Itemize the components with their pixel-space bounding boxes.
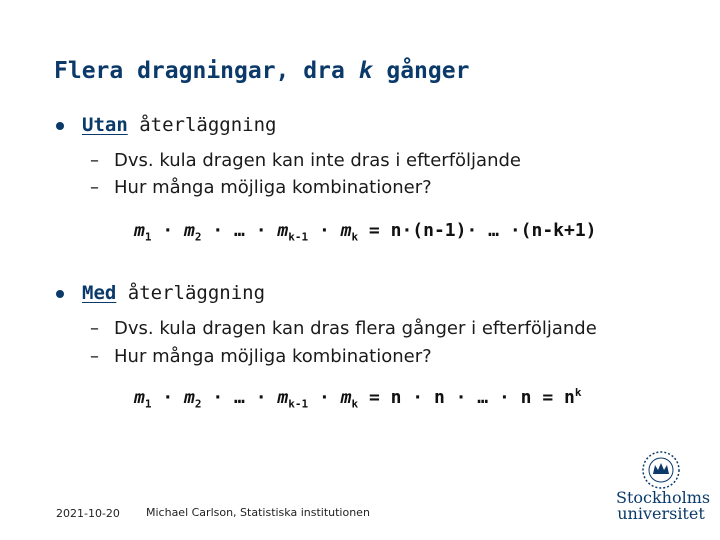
bullet-med: Med återläggning	[82, 282, 266, 304]
sub-bullet: – Hur många möjliga kombinationer?	[90, 346, 432, 367]
formula-without-replacement: $m_1 \cdot m_2$ · … · $m_{k-1} \cdot m_k = n\cdot(n-1)\cdot$ … ·(n-k+1)	[134, 220, 597, 244]
bullet-icon	[56, 290, 64, 298]
crown-seal-icon	[639, 450, 683, 490]
bullet-utan: Utan återläggning	[82, 114, 277, 136]
footer-author: Michael Carlson, Statistiska institutionen	[146, 506, 370, 519]
formula-with-replacement: $m_1 \cdot m_2$ · … · $m_{k-1} \cdot m_k = n \cdot n$ · … · $n = n^k$	[134, 386, 582, 411]
sub-bullet: – Dvs. kula dragen kan dras flera gånger i efterföljande	[90, 318, 597, 339]
university-logo	[616, 450, 711, 523]
logo-text-line2: universitet	[617, 504, 705, 523]
slide-title: Flera dragningar, dra k gånger	[54, 58, 470, 84]
sub-bullet: – Dvs. kula dragen kan inte dras i efterföljande	[90, 150, 521, 171]
sub-bullet: – Hur många möjliga kombinationer?	[90, 177, 432, 198]
bullet-icon	[56, 122, 64, 130]
logo-text-line1: Stockholms	[616, 488, 711, 507]
title-variable: k	[358, 58, 373, 84]
footer-date: 2021-10-20	[56, 507, 120, 520]
